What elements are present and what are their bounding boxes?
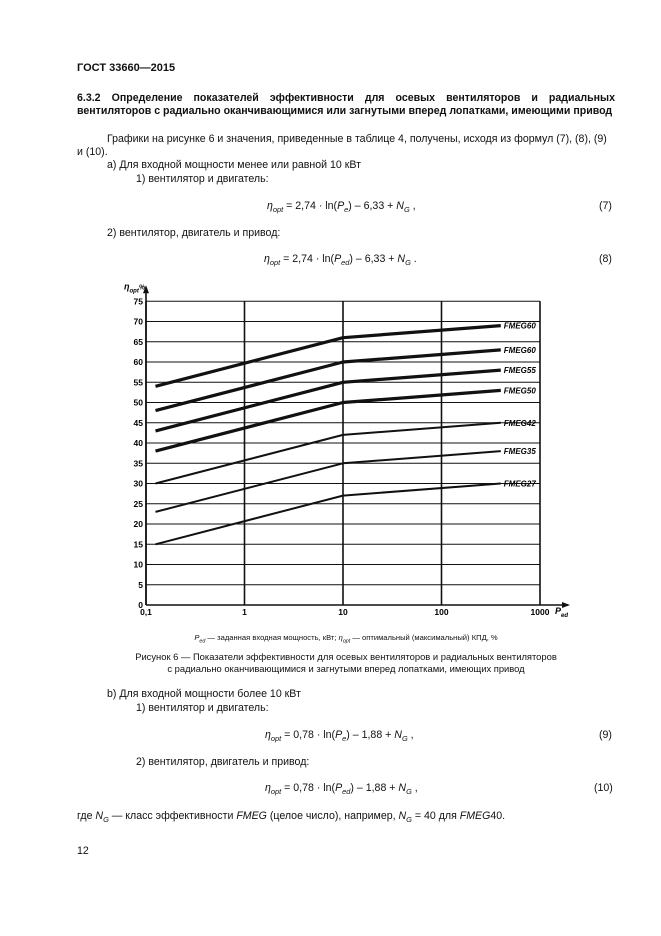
case-a-item1: 1) вентилятор и двигатель: — [136, 173, 269, 185]
series-label-fmeg55: FMEG55 — [503, 366, 536, 376]
page-number: 12 — [77, 845, 89, 857]
y-tick-label: 30 — [133, 478, 143, 489]
equation-10: $\eta_{opt} = 0,78 \cdot \ln(P_{ed}) - 1,88 + N_G$ , — [265, 782, 418, 797]
series-line-fmeg50 — [156, 390, 501, 451]
x-tick-label: 10 — [338, 607, 348, 617]
equation-8: $\eta_{opt} = 2,74 \cdot \ln(P_{ed}) - 6,33 + N_G$ . — [264, 253, 417, 268]
y-tick-label: 65 — [133, 336, 143, 347]
series-label-fmeg60: FMEG60 — [503, 345, 536, 355]
series-line-fmeg60 — [156, 326, 501, 387]
series-line-fmeg42 — [156, 423, 501, 484]
series-label-fmeg27: FMEG27 — [503, 479, 536, 489]
series-label-fmeg50: FMEG50 — [503, 386, 536, 396]
y-tick-label: 50 — [133, 397, 143, 408]
series-line-fmeg55 — [156, 370, 501, 431]
figure-legend: $P_{ed}$ — заданная входная мощность, кВт; $\eta_{opt}$ — оптимальный (максимальный) КПД, % — [194, 633, 498, 645]
x-tick-label: 0,1 — [140, 607, 152, 617]
series-line-fmeg35 — [156, 451, 501, 512]
y-tick-label: 5 — [138, 579, 143, 590]
case-b-item1: 1) вентилятор и двигатель: — [136, 702, 269, 714]
y-tick-label: 45 — [133, 417, 143, 428]
figure-caption-line1: Рисунок 6 — Показатели эффективности для осевых вентиляторов и радиальных вентиляторов — [135, 651, 557, 662]
series-label-fmeg42: FMEG42 — [503, 418, 536, 428]
y-tick-label: 60 — [133, 357, 143, 367]
y-tick-label: 75 — [133, 296, 143, 307]
y-tick-label: 70 — [133, 316, 143, 327]
series-line-fmeg27 — [156, 484, 501, 545]
y-tick-label: 10 — [133, 559, 143, 570]
equation-7: $\eta_{opt} = 2,74 \cdot \ln(P_e) - 6,33 + N_G$ , — [267, 200, 416, 215]
y-tick-label: 40 — [133, 438, 143, 448]
y-tick-label: 55 — [133, 377, 143, 388]
case-b-label: b) Для входной мощности более 10 кВт — [107, 688, 301, 700]
y-tick-label: 15 — [133, 539, 143, 550]
figure-caption — [77, 651, 615, 675]
chart-series — [156, 326, 501, 545]
x-axis-arrow — [562, 602, 570, 608]
case-a-label: а) Для входной мощности менее или равной 10 кВт — [107, 159, 361, 171]
document-header: ГОСТ 33660—2015 — [77, 62, 176, 74]
chart-tick-labels — [134, 296, 550, 617]
series-line-fmeg60 — [156, 350, 501, 411]
equation-9: $\eta_{opt} = 0,78 \cdot \ln(P_e) - 1,88 + N_G$ , — [265, 729, 414, 744]
x-tick-label: 100 — [434, 607, 449, 617]
equation-7-number: (7) — [599, 200, 612, 212]
case-a-item2: 2) вентилятор, двигатель и привод: — [107, 227, 281, 239]
definition-line: где $N_G$ — класс эффективности FMEG (целое число), например, $N_G = 40$ для FMEG40. — [77, 810, 506, 825]
y-tick-label: 20 — [133, 519, 143, 529]
intro-paragraph: Графики на рисунке 6 и значения, приведенные в таблице 4, получены, исходя из формул (7), (8), (9) и (10). — [77, 133, 607, 158]
y-tick-label: 25 — [133, 498, 143, 509]
x-tick-label: 1000 — [530, 607, 550, 617]
x-axis-label: $P_{ed}$ — [555, 606, 569, 619]
equation-8-number: (8) — [599, 253, 612, 265]
series-label-fmeg60: FMEG60 — [503, 321, 536, 331]
y-tick-label: 35 — [133, 458, 143, 469]
x-tick-label: 1 — [242, 607, 247, 617]
case-b-item2: 2) вентилятор, двигатель и привод: — [136, 756, 310, 768]
equation-10-number: (10) — [594, 782, 613, 794]
series-label-fmeg35: FMEG35 — [503, 447, 536, 457]
y-axis-label: $\eta_{opt}^{\%}$ — [124, 281, 146, 295]
y-tick-label: 0 — [138, 600, 143, 610]
section-title: 6.3.2 Определение показателей эффективности для осевых вентиляторов и радиальных вентиляторов с радиально оканчивающимися или загнутыми вперед лопатками, имеющими привод — [77, 92, 615, 117]
equation-9-number: (9) — [599, 729, 612, 741]
figure-caption-line2: с радиально оканчивающимися и загнутыми вперед лопатками, имеющих привод — [167, 663, 525, 674]
